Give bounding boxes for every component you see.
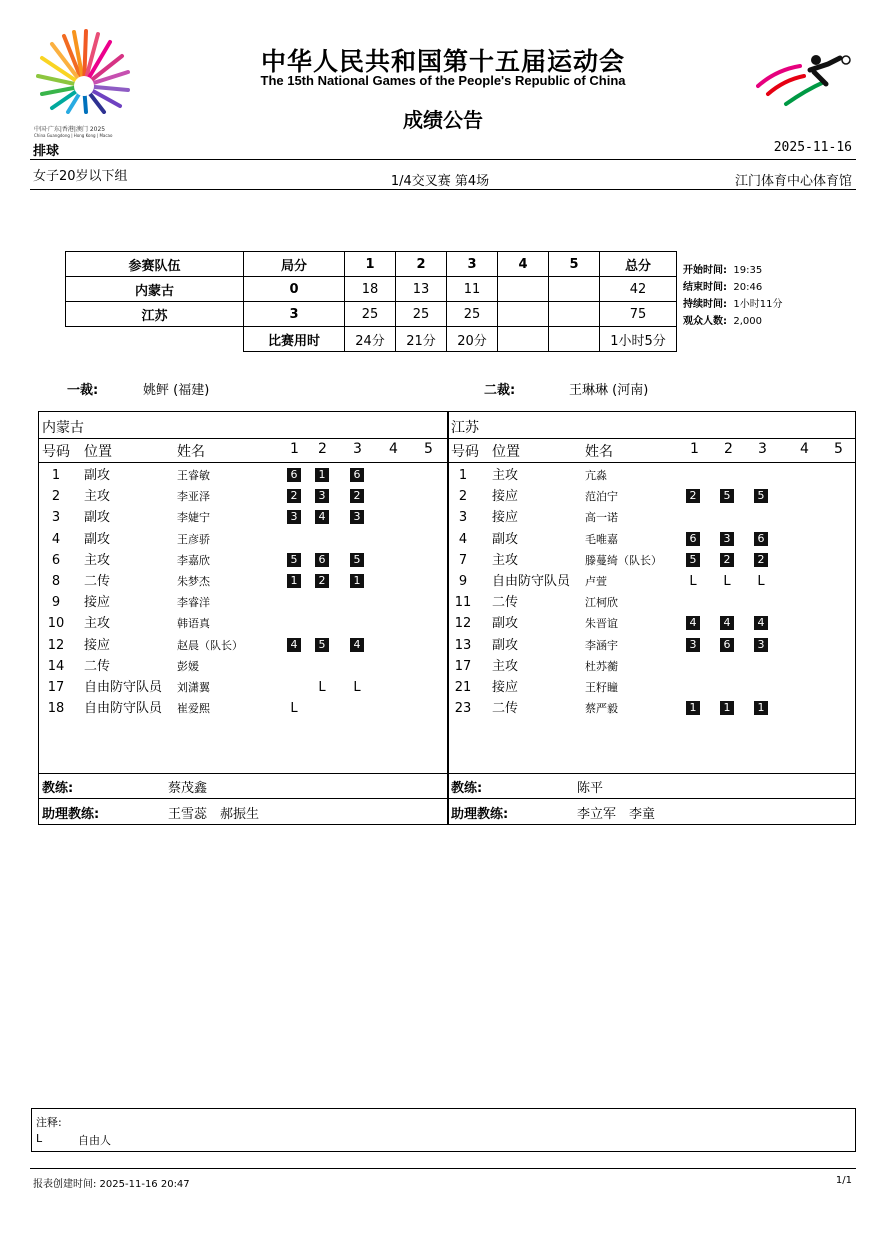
starting-position-badge: 3: [315, 489, 329, 503]
col-set-2: 2: [724, 441, 733, 457]
player-position: 主攻: [84, 489, 111, 505]
notes-box: [31, 1108, 856, 1152]
player-position: 副攻: [84, 531, 111, 547]
panel-rule-1: [38, 438, 856, 439]
player-row: [0, 486, 886, 507]
spectators-label: 观众人数:: [683, 316, 727, 327]
left-coach: 蔡茂鑫: [168, 781, 208, 796]
starting-position-badge: 1: [720, 701, 734, 715]
col-set-4: 4: [389, 441, 398, 457]
player-position: 主攻: [492, 658, 519, 674]
player-number: 10: [47, 616, 65, 632]
starting-position-badge: 3: [720, 532, 734, 546]
player-number: 17: [454, 658, 472, 674]
player-name: 王籽瞳: [585, 681, 618, 694]
starting-position-badge: 6: [754, 532, 768, 546]
duration-label: 比赛用时: [244, 327, 345, 352]
starting-position-badge: 1: [287, 574, 301, 588]
start-time-value: 19:35: [733, 265, 763, 276]
set-score: 11: [447, 277, 498, 302]
player-name: 高一诺: [585, 511, 618, 525]
player-name: 蔡严毅: [585, 702, 618, 716]
player-number: 2: [51, 489, 61, 505]
set-score: 18: [345, 277, 396, 302]
page-number: 1/1: [835, 1175, 852, 1186]
col-team-header: 参赛队伍: [66, 252, 244, 277]
duration-label: 持续时间:: [683, 299, 727, 310]
spectators: [683, 312, 762, 327]
blank-cell: [66, 327, 244, 352]
player-row: [0, 465, 886, 486]
venue: 江门体育中心体育馆: [734, 174, 852, 189]
report-created: 报表创建时间: 2025-11-16 20:47: [33, 1179, 190, 1190]
set-duration: 20分: [447, 327, 498, 352]
player-position: 自由防守队员: [492, 574, 571, 589]
player-number: 4: [51, 531, 61, 547]
player-position: 主攻: [492, 468, 519, 483]
col-name: 姓名: [585, 444, 613, 460]
left-team-name: 内蒙古: [42, 420, 84, 436]
team-name: 内蒙古: [66, 277, 244, 302]
footer-rule: [30, 1168, 856, 1169]
col-position: 位置: [492, 444, 520, 460]
player-name: 亢淼: [585, 469, 607, 482]
set-score: [549, 302, 600, 327]
player-position: 接应: [84, 595, 111, 611]
player-position: 主攻: [492, 552, 519, 568]
col-set4-header: 4: [498, 252, 549, 277]
starting-position-badge: 2: [754, 553, 768, 567]
player-number: 14: [47, 658, 65, 674]
col-set2-header: 2: [396, 252, 447, 277]
set-duration: [498, 327, 549, 352]
set-score: 25: [447, 302, 498, 327]
player-position: 自由防守队员: [84, 680, 163, 695]
starting-position-badge: 5: [754, 489, 768, 503]
score-table-wrapper: [65, 251, 677, 352]
end-time-label: 结束时间:: [683, 282, 727, 293]
player-number: 1: [51, 468, 61, 483]
libero-marker: L: [318, 680, 326, 695]
player-row: [0, 677, 886, 698]
total-duration: 1小时5分: [600, 327, 677, 352]
col-position: 位置: [84, 444, 112, 460]
right-coach-label: 教练:: [451, 781, 483, 796]
end-time-value: 20:46: [733, 282, 763, 293]
player-number: 11: [454, 595, 472, 611]
player-number: 17: [47, 680, 65, 695]
player-position: 二传: [492, 595, 519, 611]
player-position: 自由防守队员: [84, 701, 163, 717]
player-name: 朱晋谊: [585, 617, 618, 631]
player-name: 江柯欣: [585, 596, 618, 610]
second-referee-label: 二裁:: [484, 383, 516, 398]
starting-position-badge: 5: [350, 553, 364, 567]
libero-marker: L: [723, 574, 731, 589]
set-score: 25: [345, 302, 396, 327]
col-number: 号码: [42, 444, 70, 460]
player-number: 9: [51, 595, 61, 611]
notes-label: 注释:: [36, 1116, 62, 1129]
player-number: 23: [454, 701, 472, 717]
event-title-cn: 中华人民共和国第十五届运动会: [260, 47, 625, 76]
category: 女子20岁以下组: [33, 169, 128, 184]
starting-position-badge: 2: [287, 489, 301, 503]
score-header-row: [66, 252, 677, 277]
player-position: 主攻: [84, 616, 111, 632]
starting-position-badge: 2: [686, 489, 700, 503]
right-column-headers: [0, 441, 886, 461]
starting-position-badge: 5: [686, 553, 700, 567]
set-score: [549, 277, 600, 302]
sport-name: 排球: [33, 144, 60, 159]
player-number: 13: [454, 637, 472, 653]
player-name: 杜苏蘅: [585, 659, 618, 673]
starting-position-badge: 4: [315, 510, 329, 524]
player-name: 朱梦杰: [177, 575, 210, 588]
player-name: 李睿洋: [177, 596, 210, 610]
col-name: 姓名: [177, 444, 205, 460]
starting-position-badge: 2: [350, 489, 364, 503]
player-number: 1: [458, 468, 468, 483]
set-score: [498, 302, 549, 327]
left-assistants: 王雪蕊 郝振生: [168, 807, 260, 822]
sets-won: 0: [244, 277, 345, 302]
player-name: 范泊宁: [585, 490, 618, 504]
starting-position-badge: 4: [686, 616, 700, 630]
event-title-en: The 15th National Games of the People's Republic of China: [260, 73, 626, 88]
starting-position-badge: 3: [350, 510, 364, 524]
player-row: [0, 507, 886, 528]
col-set1-header: 1: [345, 252, 396, 277]
score-row-team2: [66, 302, 677, 327]
player-name: 毛唯嘉: [585, 532, 618, 546]
panel-rule-3: [38, 773, 856, 774]
player-name: 彭媛: [177, 659, 199, 673]
col-set5-header: 5: [549, 252, 600, 277]
starting-position-badge: 5: [720, 489, 734, 503]
starting-position-badge: 1: [686, 701, 700, 715]
header-rule-top: [30, 159, 856, 160]
starting-position-badge: 6: [686, 532, 700, 546]
duration: [683, 295, 782, 310]
left-assistant-label: 助理教练:: [42, 807, 100, 822]
player-name: 卢萱: [585, 575, 607, 588]
starting-position-badge: 5: [287, 553, 301, 567]
starting-position-badge: 2: [315, 574, 329, 588]
player-name: 李嘉欣: [177, 553, 210, 567]
panel-rule-2: [38, 462, 856, 463]
starting-position-badge: 4: [287, 638, 301, 652]
starting-position-badge: 4: [350, 638, 364, 652]
starting-position-badge: 4: [754, 616, 768, 630]
starting-position-badge: 3: [287, 510, 301, 524]
player-number: 12: [47, 637, 65, 653]
player-number: 18: [47, 701, 65, 717]
total-score: 75: [600, 302, 677, 327]
libero-marker: L: [353, 680, 361, 695]
total-score: 42: [600, 277, 677, 302]
duration-value: 1小时11分: [733, 299, 783, 310]
player-position: 副攻: [492, 637, 519, 653]
player-row: [0, 698, 886, 719]
player-row: [0, 550, 886, 571]
set-duration: 24分: [345, 327, 396, 352]
player-row: [0, 656, 886, 677]
player-name: 李婕宁: [177, 511, 210, 525]
start-time: [683, 261, 762, 276]
col-set-4: 4: [800, 441, 809, 457]
first-referee-label: 一裁:: [67, 383, 99, 398]
player-position: 副攻: [84, 510, 111, 526]
player-row: [0, 613, 886, 634]
score-table: [65, 251, 677, 352]
player-number: 9: [458, 574, 468, 589]
starting-position-badge: 4: [720, 616, 734, 630]
player-number: 21: [454, 680, 472, 695]
duration-row: [66, 327, 677, 352]
player-position: 副攻: [492, 616, 519, 632]
player-number: 3: [458, 510, 468, 526]
round-info: 1/4交叉赛 第4场: [390, 174, 490, 189]
starting-position-badge: 1: [315, 468, 329, 482]
player-row: [0, 635, 886, 656]
player-name: 赵晨（队长）: [177, 638, 243, 652]
col-set-1: 1: [290, 441, 299, 457]
starting-position-badge: 6: [720, 638, 734, 652]
starting-position-badge: 1: [754, 701, 768, 715]
right-assistant-label: 助理教练:: [451, 807, 509, 822]
col-set-3: 3: [758, 441, 767, 457]
logo-text: 中国·广东|香港|澳门 2025: [34, 126, 106, 133]
player-number: 8: [51, 574, 61, 589]
start-time-label: 开始时间:: [683, 265, 727, 276]
starting-position-badge: 3: [754, 638, 768, 652]
player-row: [0, 571, 886, 592]
first-referee: 姚鲆 (福建): [143, 383, 210, 398]
col-total-header: 总分: [600, 252, 677, 277]
sets-won: 3: [244, 302, 345, 327]
col-set-5: 5: [834, 441, 843, 457]
starting-position-badge: 6: [287, 468, 301, 482]
player-name: 崔爱熙: [177, 702, 210, 716]
score-row-team1: [66, 277, 677, 302]
second-referee: 王琳琳 (河南): [569, 383, 649, 398]
set-duration: 21分: [396, 327, 447, 352]
col-set-1: 1: [690, 441, 699, 457]
document-title: 成绩公告: [403, 108, 483, 132]
player-number: 4: [458, 531, 468, 547]
end-time: [683, 278, 762, 293]
player-number: 2: [458, 489, 468, 505]
col-set3-header: 3: [447, 252, 498, 277]
right-team-name: 江苏: [451, 420, 479, 436]
player-number: 6: [51, 552, 61, 568]
player-row: [0, 529, 886, 550]
set-score: 13: [396, 277, 447, 302]
player-name: 王睿敏: [177, 469, 210, 482]
col-set-2: 2: [318, 441, 327, 457]
set-duration: [549, 327, 600, 352]
player-name: 李涵宇: [585, 638, 618, 652]
player-position: 二传: [84, 658, 111, 674]
set-score: 25: [396, 302, 447, 327]
col-set-3: 3: [353, 441, 362, 457]
starting-position-badge: 3: [686, 638, 700, 652]
report-date: 2025-11-16: [773, 140, 852, 155]
libero-marker: L: [689, 574, 697, 589]
player-name: 刘潇翼: [177, 681, 210, 694]
player-position: 接应: [84, 637, 111, 653]
player-position: 主攻: [84, 552, 111, 568]
col-set-5: 5: [424, 441, 433, 457]
player-position: 接应: [492, 510, 519, 526]
player-position: 二传: [492, 701, 519, 717]
libero-marker: L: [757, 574, 765, 589]
col-sets-header: 局分: [244, 252, 345, 277]
starting-position-badge: 1: [350, 574, 364, 588]
player-name: 滕蔓绮（队长）: [585, 553, 662, 567]
player-name: 李亚泽: [177, 490, 210, 504]
right-assistants: 李立军 李童: [577, 807, 656, 822]
col-number: 号码: [451, 444, 479, 460]
spectators-value: 2,000: [733, 316, 762, 327]
player-position: 接应: [492, 680, 519, 695]
note-code: L: [36, 1132, 43, 1145]
player-position: 接应: [492, 489, 519, 505]
team-name: 江苏: [66, 302, 244, 327]
logo-subtext: China Guangdong | Hong Kong | Macao: [34, 133, 113, 138]
starting-position-badge: 5: [315, 638, 329, 652]
player-name: 王彦骄: [177, 532, 210, 546]
starting-position-badge: 6: [350, 468, 364, 482]
set-score: [498, 277, 549, 302]
starting-position-badge: 6: [315, 553, 329, 567]
right-coach: 陈平: [577, 781, 604, 796]
starting-position-badge: 2: [720, 553, 734, 567]
player-number: 7: [458, 552, 468, 568]
panel-rule-4: [38, 798, 856, 799]
player-position: 二传: [84, 574, 111, 589]
libero-marker: L: [290, 701, 298, 717]
player-name: 韩语真: [177, 617, 210, 631]
player-position: 副攻: [84, 468, 111, 483]
player-number: 12: [454, 616, 472, 632]
left-coach-label: 教练:: [42, 781, 74, 796]
note-text: 自由人: [78, 1134, 111, 1147]
player-row: [0, 592, 886, 613]
player-number: 3: [51, 510, 61, 526]
header-rule-bottom: [30, 189, 856, 190]
player-position: 副攻: [492, 531, 519, 547]
